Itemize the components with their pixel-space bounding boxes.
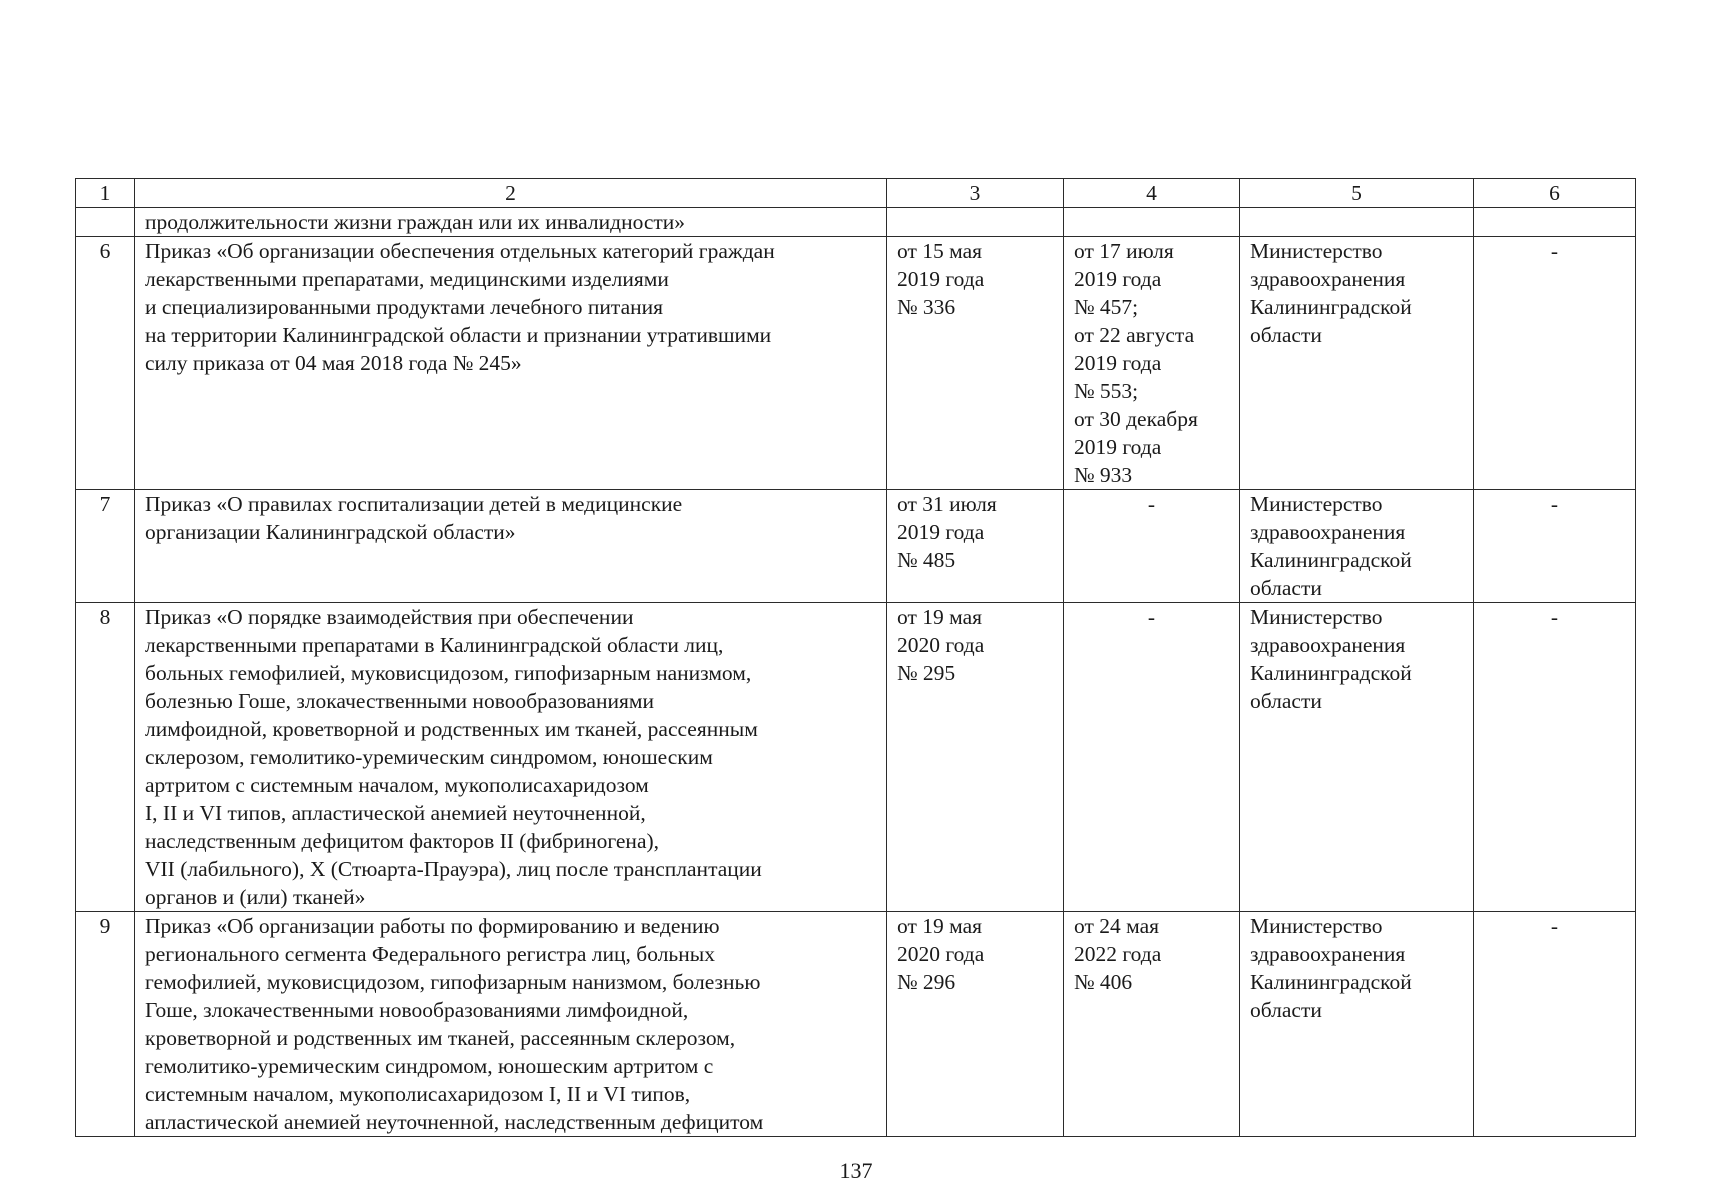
document-title — [135, 603, 887, 912]
document-title-line: I, II и VI типов, апластической анемией неуточненной, — [145, 801, 646, 825]
adoption-date-line: № 485 — [897, 548, 956, 572]
issuing-authority-line: здравоохранения — [1250, 942, 1406, 966]
document-title-line: наследственным дефицитом факторов II (фибриногена), — [145, 829, 660, 853]
amendments — [1064, 490, 1240, 603]
amendments — [1064, 603, 1240, 912]
document-title — [135, 237, 887, 490]
column-number-header-row — [76, 179, 1636, 208]
document-title-line: и специализированными продуктами лечебного питания — [145, 295, 664, 319]
continuation-text: продолжительности жизни граждан или их инвалидности» — [135, 208, 887, 237]
document-title — [135, 490, 887, 603]
document-title-line: склерозом, гемолитико-уремическим синдромом, юношеским — [145, 745, 713, 769]
document-title-line: органов и (или) тканей» — [145, 885, 366, 909]
issuing-authority-line: Калининградской — [1250, 661, 1412, 685]
amendments-line: - — [1147, 492, 1156, 516]
document-title-line: лекарственными препаратами в Калининградской области лиц, — [145, 633, 724, 657]
registry-table — [75, 178, 1636, 1137]
issuing-authority-line: Калининградской — [1250, 548, 1412, 572]
document-title-line: Приказ «О порядке взаимодействия при обеспечении — [145, 605, 634, 629]
continuation-changes-cell — [1064, 208, 1240, 237]
document-title-line: гемолитико-уремическим синдромом, юношеским артритом с — [145, 1054, 714, 1078]
issuing-authority — [1240, 490, 1474, 603]
continuation-row — [76, 208, 1636, 237]
amendments-line: от 22 августа — [1074, 323, 1195, 347]
document-title-line: апластической анемией неуточненной, наследственным дефицитом — [145, 1110, 764, 1134]
adoption-date — [887, 603, 1064, 912]
document-title-line: лимфоидной, кроветворной и родственных им тканей, рассеянным — [145, 717, 758, 741]
issuing-authority-line: Министерство — [1250, 605, 1383, 629]
issuing-authority-line: Калининградской — [1250, 295, 1412, 319]
document-title-line: организации Калининградской области» — [145, 520, 516, 544]
adoption-date — [887, 490, 1064, 603]
document-title-line: Приказ «О правилах госпитализации детей в медицинские — [145, 492, 683, 516]
column-number-5: 5 — [1240, 179, 1474, 208]
amendments-line: № 457; — [1074, 295, 1139, 319]
document-title-line: лекарственными препаратами, медицинскими изделиями — [145, 267, 669, 291]
amendments-line: № 553; — [1074, 379, 1139, 403]
row-number: 7 — [76, 490, 135, 603]
document-title-line: артритом с системным началом, мукополисахаридозом — [145, 773, 649, 797]
adoption-date-line: № 296 — [897, 970, 956, 994]
issuing-authority-line: области — [1250, 998, 1322, 1022]
column-number-3: 3 — [887, 179, 1064, 208]
column-number-6: 6 — [1474, 179, 1636, 208]
issuing-authority-line: области — [1250, 323, 1322, 347]
adoption-date — [887, 237, 1064, 490]
document-title-line: VII (лабильного), X (Стюарта-Прауэра), лиц после трансплантации — [145, 857, 762, 881]
adoption-date-line: № 295 — [897, 661, 956, 685]
issuing-authority-line: Калининградской — [1250, 970, 1412, 994]
amendments-line: 2019 года — [1074, 351, 1162, 375]
table-row — [76, 912, 1636, 1137]
column-number-4: 4 — [1064, 179, 1240, 208]
column-number-2: 2 — [135, 179, 887, 208]
amendments — [1064, 237, 1240, 490]
issuing-authority — [1240, 912, 1474, 1137]
table-row — [76, 603, 1636, 912]
document-title-line: на территории Калининградской области и признании утратившими — [145, 323, 772, 347]
amendments-line: от 30 декабря — [1074, 407, 1198, 431]
document-title-line: регионального сегмента Федерального регистра лиц, больных — [145, 942, 715, 966]
column-6-value: - — [1474, 490, 1636, 603]
table-row — [76, 237, 1636, 490]
issuing-authority — [1240, 237, 1474, 490]
adoption-date — [887, 912, 1064, 1137]
issuing-authority-line: Министерство — [1250, 914, 1383, 938]
adoption-date-line: 2019 года — [897, 520, 985, 544]
column-6-value: - — [1474, 912, 1636, 1137]
adoption-date-line: от 15 мая — [897, 239, 983, 263]
column-6-value: - — [1474, 237, 1636, 490]
table-row — [76, 490, 1636, 603]
adoption-date-line: № 336 — [897, 295, 956, 319]
issuing-authority-line: Министерство — [1250, 239, 1383, 263]
document-title — [135, 912, 887, 1137]
document-title-line: системным началом, мукополисахаридозом I, II и VI типов, — [145, 1082, 691, 1106]
document-title-line: болезнью Гоше, злокачественными новообразованиями — [145, 689, 654, 713]
issuing-authority-line: здравоохранения — [1250, 633, 1406, 657]
adoption-date-line: от 19 мая — [897, 914, 983, 938]
document-title-line: силу приказа от 04 мая 2018 года № 245» — [145, 351, 522, 375]
registry-table-body — [76, 179, 1636, 1137]
continuation-date-cell — [887, 208, 1064, 237]
amendments-line: № 406 — [1074, 970, 1133, 994]
issuing-authority — [1240, 603, 1474, 912]
amendments-line: 2022 года — [1074, 942, 1162, 966]
document-title-line: Приказ «Об организации обеспечения отдельных категорий граждан — [145, 239, 775, 263]
document-title-line: Приказ «Об организации работы по формированию и ведению — [145, 914, 720, 938]
column-number-1: 1 — [76, 179, 135, 208]
adoption-date-line: 2020 года — [897, 942, 985, 966]
row-number: 8 — [76, 603, 135, 912]
amendments-line: от 17 июля — [1074, 239, 1174, 263]
adoption-date-line: от 19 мая — [897, 605, 983, 629]
amendments-line: 2019 года — [1074, 267, 1162, 291]
issuing-authority-line: здравоохранения — [1250, 267, 1406, 291]
page-number: 137 — [839, 1158, 873, 1183]
amendments — [1064, 912, 1240, 1137]
document-title-line: кроветворной и родственных им тканей, рассеянным склерозом, — [145, 1026, 736, 1050]
row-number: 9 — [76, 912, 135, 1137]
issuing-authority-line: Министерство — [1250, 492, 1383, 516]
issuing-authority-line: здравоохранения — [1250, 520, 1406, 544]
adoption-date-line: 2020 года — [897, 633, 985, 657]
document-title-line: больных гемофилией, муковисцидозом, гипофизарным нанизмом, — [145, 661, 752, 685]
continuation-authority-cell — [1240, 208, 1474, 237]
amendments-line: № 933 — [1074, 463, 1133, 487]
row-number: 6 — [76, 237, 135, 490]
document-title-line: Гоше, злокачественными новообразованиями лимфоидной, — [145, 998, 689, 1022]
amendments-line: 2019 года — [1074, 435, 1162, 459]
amendments-line: от 24 мая — [1074, 914, 1160, 938]
amendments-line: - — [1147, 605, 1156, 629]
issuing-authority-line: области — [1250, 689, 1322, 713]
column-6-value: - — [1474, 603, 1636, 912]
continuation-col6-cell — [1474, 208, 1636, 237]
adoption-date-line: от 31 июля — [897, 492, 997, 516]
issuing-authority-line: области — [1250, 576, 1322, 600]
continuation-num-cell — [76, 208, 135, 237]
document-title-line: гемофилией, муковисцидозом, гипофизарным нанизмом, болезнью — [145, 970, 761, 994]
adoption-date-line: 2019 года — [897, 267, 985, 291]
